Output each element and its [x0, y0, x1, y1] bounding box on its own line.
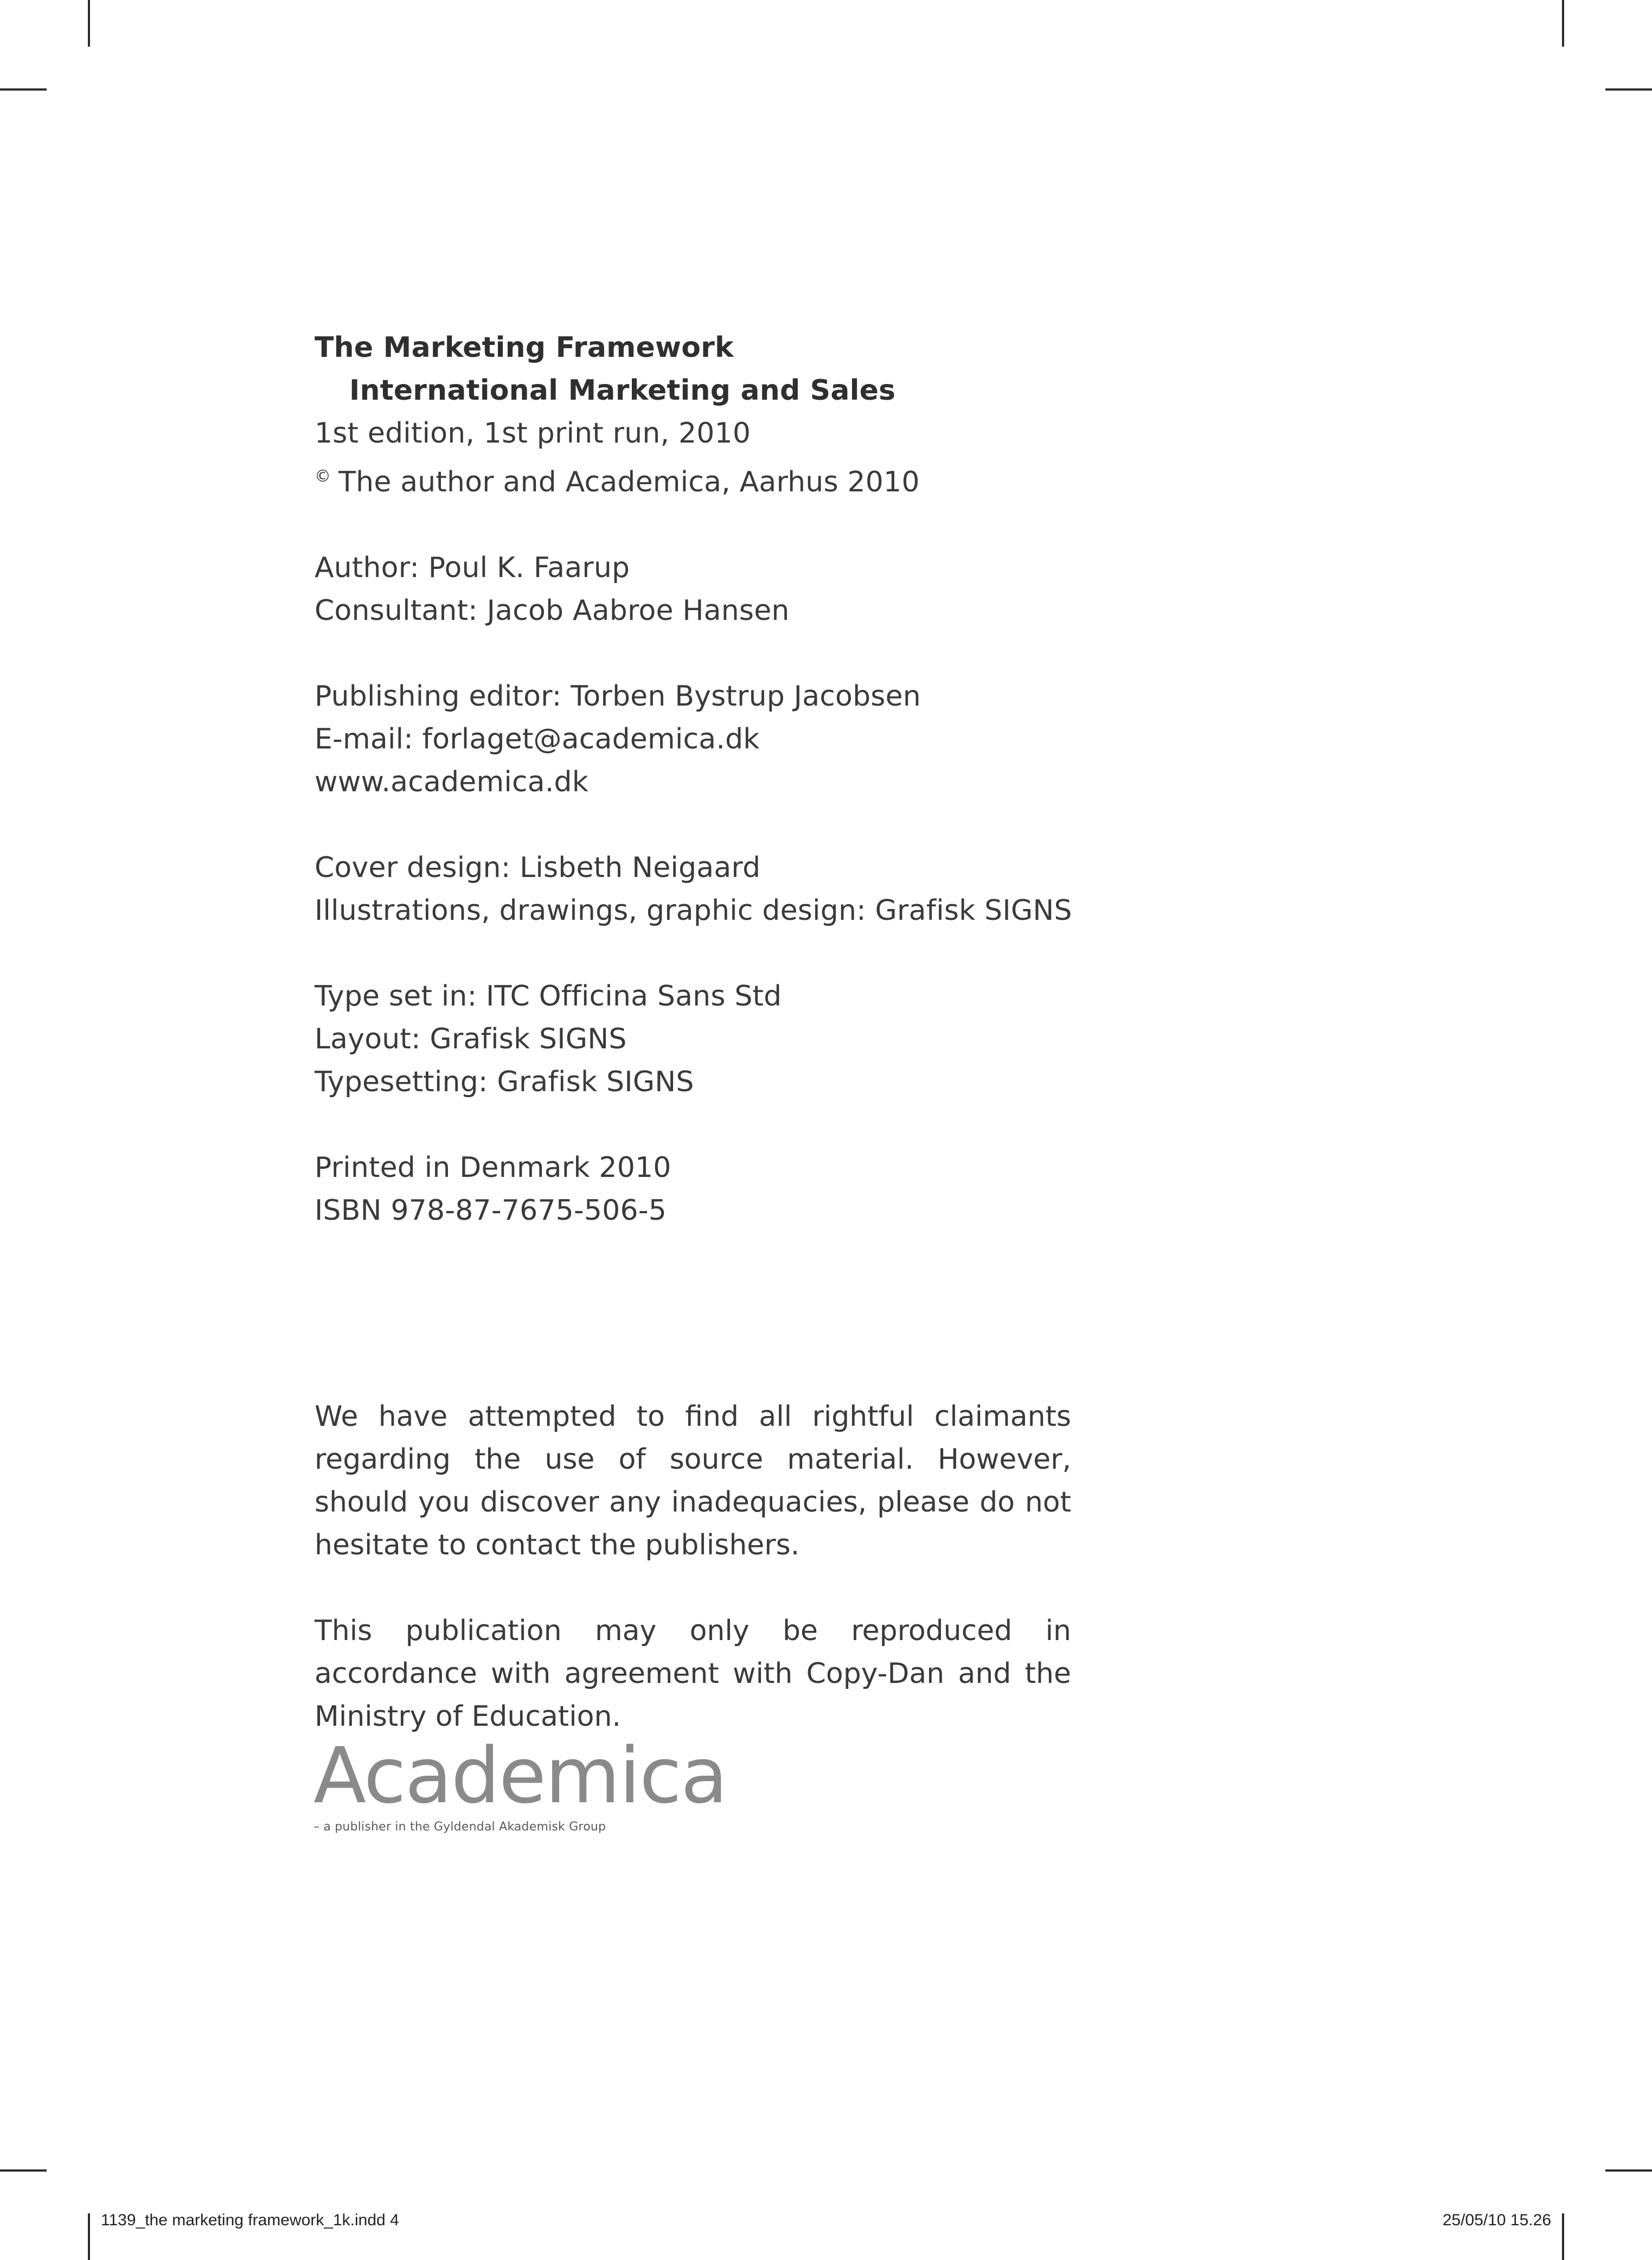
cover-design-line: Cover design: Lisbeth Neigaard	[315, 851, 761, 884]
crop-mark-bottom-left-vertical	[88, 2213, 90, 2260]
crop-mark-bottom-left-horizontal	[0, 2169, 47, 2172]
website-line: www.academica.dk	[315, 766, 589, 798]
copyright-symbol: ©	[315, 467, 331, 486]
printed-line: Printed in Denmark 2010	[315, 1151, 671, 1184]
typesetting-line: Typesetting: Grafisk SIGNS	[315, 1066, 694, 1098]
type-set-line: Type set in: ITC Officina Sans Std	[315, 980, 782, 1013]
crop-mark-top-right-vertical	[1562, 0, 1564, 47]
copyright-line	[315, 455, 1074, 504]
consultant-line: Consultant: Jacob Aabroe Hansen	[315, 594, 790, 627]
crop-mark-top-left-horizontal	[0, 88, 47, 91]
academica-logo	[313, 1731, 727, 1834]
copyright-text: The author and Academica, Aarhus 2010	[338, 466, 920, 498]
logo-tagline: – a publisher in the Gyldendal Akademisk Group	[313, 1820, 606, 1834]
crop-mark-bottom-right-horizontal	[1605, 2169, 1652, 2172]
layout-line: Layout: Grafisk SIGNS	[315, 1023, 627, 1055]
notice-block	[315, 1395, 1071, 1738]
isbn-line: ISBN 978-87-7675-506-5	[315, 1194, 667, 1227]
imprint-block	[315, 326, 1074, 1232]
book-subtitle: International Marketing and Sales	[349, 374, 896, 407]
illustrations-line: Illustrations, drawings, graphic design: Grafisk SIGNS	[315, 894, 1072, 927]
email-line: E-mail: forlaget@academica.dk	[315, 723, 760, 756]
claimants-paragraph: We have attempted to find all rightful claimants regarding the use of source material. However, should you discover any inadequacies, please do not hesitate to contact the publishers.	[315, 1400, 1071, 1561]
reproduction-paragraph: This publication may only be reproduced in accordance with agreement with Copy-Dan and the Ministry of Education.	[315, 1615, 1071, 1733]
book-title: The Marketing Framework	[315, 331, 734, 364]
edition-line: 1st edition, 1st print run, 2010	[315, 417, 751, 450]
footer-timestamp: 25/05/10 15.26	[1442, 2211, 1551, 2229]
crop-mark-bottom-right-vertical	[1562, 2213, 1564, 2260]
author-line: Author: Poul K. Faarup	[315, 552, 630, 584]
publishing-editor-line: Publishing editor: Torben Bystrup Jacobsen	[315, 680, 921, 713]
footer-file-slug: 1139_the marketing framework_1k.indd 4	[101, 2211, 399, 2229]
logo-wordmark: Academica	[313, 1731, 727, 1821]
crop-mark-top-right-horizontal	[1605, 88, 1652, 91]
crop-mark-top-left-vertical	[88, 0, 90, 47]
